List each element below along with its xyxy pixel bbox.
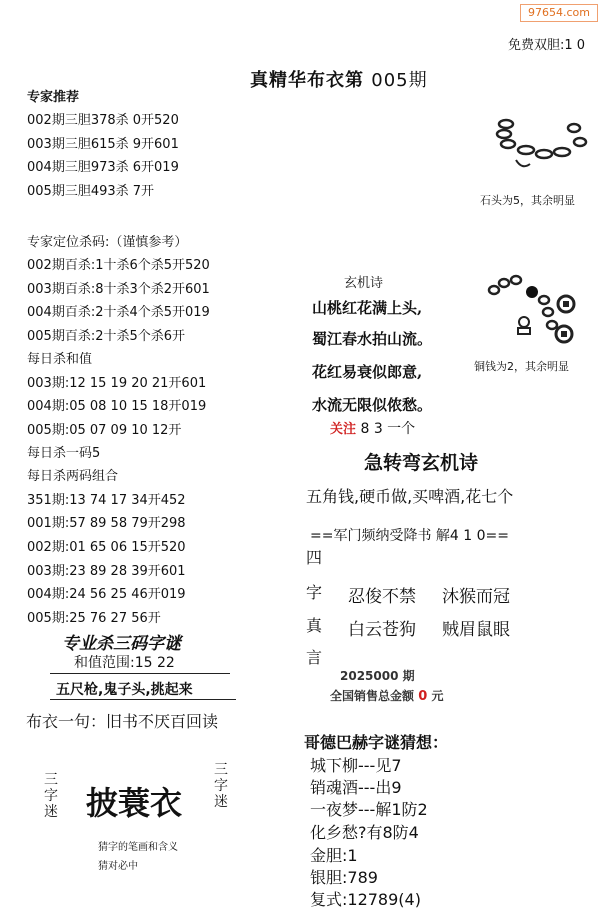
two-combo-line: 351期:13 74 17 34开452 <box>27 493 186 508</box>
two-combo-line: 002期:01 65 06 15开520 <box>27 540 186 555</box>
sum-kill-heading: 每日杀和值 <box>27 352 93 367</box>
two-combo-heading: 每日杀两码组合 <box>27 469 119 484</box>
sum-kill-line: 003期:12 15 19 20 21开601 <box>27 376 207 391</box>
poem-line: 花红易衰似郎意, <box>312 363 423 381</box>
position-kill-line: 003期百杀:8十杀3个杀2开601 <box>27 282 210 297</box>
focus-value: 8 3 一个 <box>360 421 416 437</box>
site-watermark: 97654.com <box>520 4 598 22</box>
focus-label: 关注 <box>330 422 357 437</box>
stones-image <box>492 112 592 182</box>
sum-kill-line: 004期:05 08 10 15 18开019 <box>27 399 207 414</box>
four-char-phrase: 白云苍狗 <box>348 620 416 640</box>
godel-heading: 哥德巴赫字谜猜想： <box>304 733 449 752</box>
four-char-phrase: 沐猴而冠 <box>442 587 510 607</box>
expert-line: 005期三胆493杀 7开 <box>27 184 155 199</box>
sum-kill-line: 005期:05 07 09 10 12开 <box>27 423 182 438</box>
godel-line: 销魂酒---出9 <box>310 778 402 797</box>
godel-line: 一夜梦---解1防2 <box>310 800 428 819</box>
page-title <box>250 66 428 92</box>
two-combo-line: 004期:24 56 25 46开019 <box>27 587 186 602</box>
expert-heading: 专家推荐 <box>27 90 80 105</box>
riddle3-heading: 专业杀三码字谜 <box>62 634 181 654</box>
junmen-line: ==军门频纳受降书 解4 1 0== <box>310 528 509 544</box>
stone-caption: 石头为5，其余明显 <box>480 194 575 207</box>
coins-image <box>484 270 584 348</box>
sales-issue: 2025000 期 <box>340 669 415 683</box>
jizhuan-heading: 急转弯玄机诗 <box>364 452 479 474</box>
expert-line: 003期三胆615杀 9开601 <box>27 137 179 152</box>
godel-line: 复式:12789(4) <box>310 890 421 909</box>
four-char-side: 字 <box>306 583 323 602</box>
two-combo-line: 001期:57 89 58 79开298 <box>27 516 186 531</box>
sales-label: 全国销售总金额 <box>330 689 415 703</box>
three-char-right-label: 三字迷 <box>214 762 228 810</box>
divider <box>50 673 230 674</box>
focus-line <box>330 418 415 438</box>
xuanji-label: 玄机诗 <box>344 276 384 291</box>
position-kill-heading: 专家定位杀码:（谨慎参考） <box>27 235 188 250</box>
coin-caption: 铜钱为2，其余明显 <box>474 360 569 373</box>
expert-line: 002期三胆378杀 0开520 <box>27 113 179 128</box>
riddle3-sum-range: 和值范围:15 22 <box>74 655 175 671</box>
poem-line: 山桃红花满上头, <box>312 299 423 317</box>
three-char-center: 披蓑衣 <box>86 784 183 822</box>
title-main: 真精华布衣第 <box>250 70 364 91</box>
expert-line: 004期三胆973杀 6开019 <box>27 160 179 175</box>
three-char-left-label: 三字迷 <box>44 772 58 820</box>
four-char-side: 言 <box>306 648 323 667</box>
position-kill-line: 004期百杀:2十杀4个杀5开019 <box>27 305 210 320</box>
riddle3-phrase: 五尺枪,鬼子头,挑起来 <box>56 682 193 698</box>
four-char-phrase: 贼眉鼠眼 <box>442 620 510 640</box>
position-kill-line: 002期百杀:1十杀6个杀5开520 <box>27 258 210 273</box>
four-char-side: 四 <box>306 548 323 567</box>
sales-line <box>330 687 443 704</box>
four-char-phrase: 忍俊不禁 <box>348 587 416 607</box>
godel-line: 化乡愁?有8防4 <box>310 823 419 842</box>
poem-line: 蜀江春水拍山流。 <box>312 330 433 348</box>
sales-amount: 0 <box>418 689 428 704</box>
title-issue: 005期 <box>371 70 428 91</box>
three-char-hint: 猜字的笔画和含义 <box>98 842 178 853</box>
godel-line: 金胆:1 <box>310 846 358 865</box>
daily-one-code: 每日杀一码5 <box>27 446 101 461</box>
poem-line: 水流无限似侬愁。 <box>312 396 433 414</box>
position-kill-line: 005期百杀:2十杀5个杀6开 <box>27 329 186 344</box>
free-double-text: 免费双胆:1 0 <box>508 38 586 53</box>
two-combo-line: 003期:23 89 28 39开601 <box>27 564 186 579</box>
buyi-line: 布衣一句：旧书不厌百回读 <box>26 712 219 731</box>
divider <box>50 699 236 700</box>
two-combo-line: 005期:25 76 27 56开 <box>27 611 161 626</box>
three-char-hint: 猜对必中 <box>98 861 138 872</box>
godel-line: 银胆:789 <box>310 868 378 887</box>
jizhuan-line: 五角钱,硬币做,买啤酒,花七个 <box>306 487 514 506</box>
four-char-side: 真 <box>306 616 323 635</box>
sales-unit: 元 <box>431 689 444 703</box>
godel-line: 城下柳---见7 <box>310 756 402 775</box>
